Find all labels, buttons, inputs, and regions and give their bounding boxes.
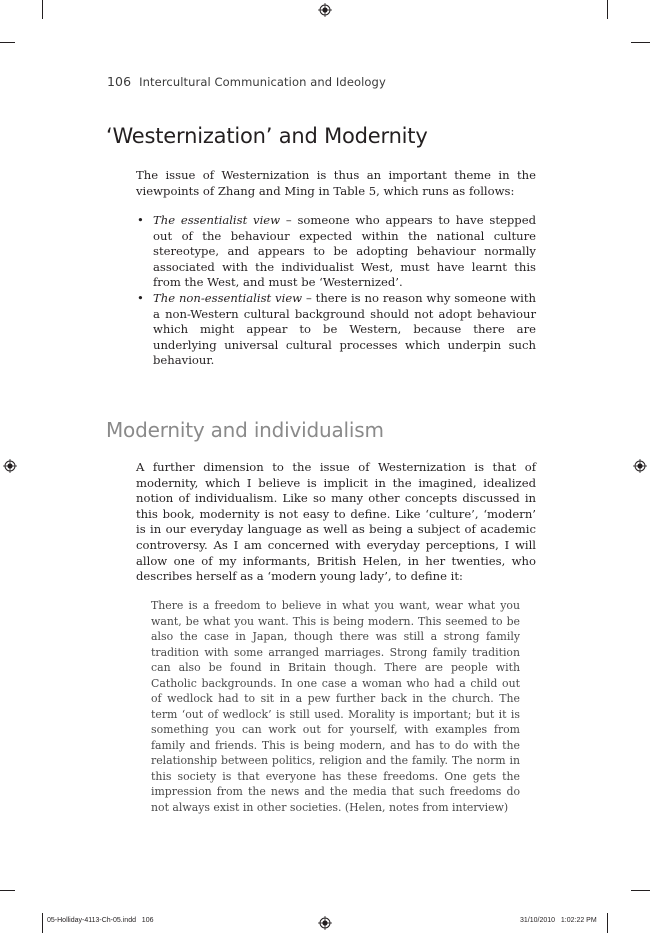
list-item-label: The essentialist view (153, 213, 281, 227)
registration-mark-top-icon (318, 3, 332, 17)
intro-paragraph: The issue of Westernization is thus an important theme in the viewpoints of Zhang and Ming in Table 5, which runs as follows: (136, 168, 536, 198)
book-title: Intercultural Communication and Ideology (139, 75, 386, 89)
page-number: 106 (107, 74, 132, 89)
bullet-icon: • (137, 290, 144, 305)
crop-mark-top-right-horizontal (631, 42, 650, 43)
registration-mark-left-icon (3, 459, 17, 473)
slug-timestamp: 31/10/2010 1:02:22 PM (520, 917, 597, 924)
modernity-paragraph: A further dimension to the issue of Westernization is that of modernity, which I believe is implicit in the imagined, idealized notion of individualism. Like so many other concepts discussed in this book, modernity is not easy to define. Like ‘culture’, ‘modern’ is in our everyday language as well as being a subject of academic controversy. As I am concerned with everyday perceptions, I will allow one of my informants, British Helen, in her twenties, who describes herself as a ‘modern young lady’, to define it: (136, 460, 536, 584)
crop-mark-bottom-right-vertical (607, 913, 608, 933)
list-item-text: – someone who appears to have stepped out of the behaviour expected within the national culture stereotype, and appears to be adopting behaviour normally associated with the individualist West, must have learnt this from the West, and must be ‘Westernized’. (153, 213, 536, 290)
running-head (107, 74, 386, 89)
registration-mark-right-icon (633, 459, 647, 473)
bullet-icon: • (137, 213, 144, 227)
list-item-label: The non-essentialist view (153, 290, 303, 305)
crop-mark-bottom-left-horizontal (0, 890, 15, 891)
crop-mark-top-right-vertical (607, 0, 608, 19)
registration-mark-bottom-icon (318, 916, 332, 930)
interview-quote: There is a freedom to believe in what you want, wear what you want, be what you want. This is being modern. This seemed to be also the case in Japan, though there was still a strong family tradition with some arranged marriages. Strong family tradition can also be found in Britain though. There are people with Catholic backgrounds. In one case a woman who had a child out of wedlock had to sit in a pew further back in the church. The term ‘out of wedlock’ is still used. Morality is important; but it is something you can work out for yourself, with examples from family and friends. This is being modern, and has to do with the relationship between politics, religion and the family. The norm in this society is that everyone has these freedoms. One gets the impression from the news and the media that such freedoms do not always exist in other societies. (Helen, notes from interview) (151, 599, 520, 814)
crop-mark-bottom-left-vertical (42, 913, 43, 933)
list-item-essentialist (136, 213, 536, 291)
crop-mark-bottom-right-horizontal (631, 890, 650, 891)
viewpoints-list (136, 213, 536, 369)
crop-mark-top-left-horizontal (0, 42, 15, 43)
slug-filename: 05-Holliday-4113-Ch-05.indd 106 (47, 917, 154, 924)
section-heading: ‘Westernization’ and Modernity (106, 124, 428, 148)
list-item-text: – there is no reason why someone with a non-Western cultural background should not adopt behaviour which might appear to be Western, because there are underlying universal cultural processes which underpin such behaviour. (153, 290, 536, 368)
subsection-heading: Modernity and individualism (106, 418, 384, 442)
list-item-non-essentialist (136, 291, 536, 369)
crop-mark-top-left-vertical (42, 0, 43, 19)
